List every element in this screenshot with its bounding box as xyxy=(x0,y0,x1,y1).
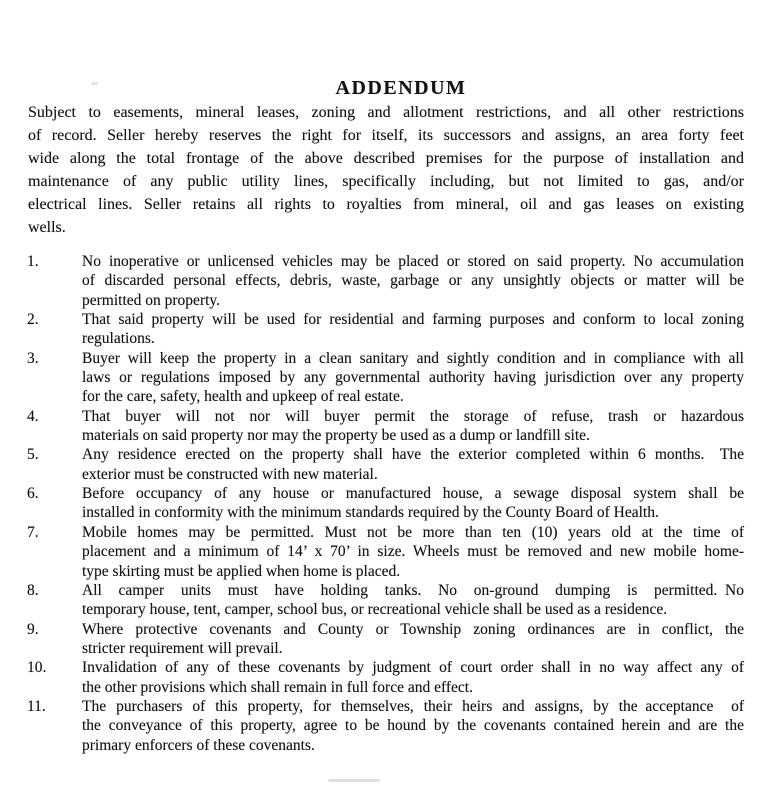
item-number: 10. xyxy=(27,659,47,677)
item-text-line: stricter requirement will prevail. xyxy=(82,639,283,657)
item-text-line: Where protective covenants and County or Township zoning ordinances are in conflict, the xyxy=(82,620,744,638)
item-text-line: materials on said property nor may the property be used as a dump or landfill site. xyxy=(82,427,590,445)
intro-line: electrical lines. Seller retains all rights to royalties from mineral, oil and gas leases on existing xyxy=(28,196,744,213)
item-text-line: permitted on property. xyxy=(82,291,221,309)
item-text-line: The purchasers of this property, for themselves, their heirs and assigns, by the acceptance of xyxy=(82,697,744,715)
covenant-item xyxy=(26,310,744,349)
item-text-line: Before occupancy of any house or manufactured house, a sewage disposal system shall be xyxy=(82,485,744,503)
item-text-line: placement and a minimum of 14’ x 70’ in size. Wheels must be removed and new mobile home- xyxy=(82,543,744,561)
item-text-line: the conveyance of this property, agree to be hound by the covenants contained herein and are the xyxy=(82,717,744,735)
item-number: 1. xyxy=(27,253,39,270)
item-text-line: Any residence erected on the property shall have the exterior completed within 6 months. The xyxy=(82,446,744,464)
intro-line: Subject to easements, mineral leases, zoning and allotment restrictions, and all other restrictions xyxy=(28,104,744,121)
item-number: 4. xyxy=(27,407,39,425)
item-text-line: regulations. xyxy=(82,330,155,348)
intro-line: wells. xyxy=(28,219,66,236)
item-text-line: All camper units must have holding tanks. No on-ground dumping is permitted. No xyxy=(82,581,744,599)
covenant-item xyxy=(26,252,744,310)
item-text-line: for the care, safety, health and upkeep of real estate. xyxy=(82,388,404,406)
item-number: 9. xyxy=(27,620,39,638)
item-number: 8. xyxy=(27,581,39,599)
item-text-line: the other provisions which shall remain in full force and effect. xyxy=(82,678,473,696)
covenant-item xyxy=(26,658,744,697)
item-text-line: Buyer will keep the property in a clean sanitary and sightly condition and in compliance with all xyxy=(82,349,744,367)
covenant-item xyxy=(26,349,744,407)
item-number: 7. xyxy=(27,523,39,541)
item-text-line: type skirting must be applied when home is placed. xyxy=(82,562,401,580)
covenant-item xyxy=(26,523,744,581)
covenant-item xyxy=(26,620,744,659)
item-text-line: laws or regulations imposed by any governmental authority having jurisdiction over any property xyxy=(82,369,744,387)
item-text-line: That buyer will not nor will buyer permit the storage of refuse, trash or hazardous xyxy=(82,407,744,425)
document-title: ADDENDUM xyxy=(335,77,467,99)
covenant-item xyxy=(26,407,744,446)
item-text-line: primary enforcers of these covenants. xyxy=(82,736,315,754)
intro-line: of record. Seller hereby reserves the right for itself, its successors and assigns, an area forty feet xyxy=(28,127,744,144)
item-text-line: Mobile homes may be permitted. Must not be more than ten (10) years old at the time of xyxy=(82,523,744,541)
covenant-item xyxy=(26,445,744,484)
item-number: 6. xyxy=(27,485,39,503)
item-text-line: No inoperative or unlicensed vehicles may be placed or stored on said property. No accumulation xyxy=(82,253,744,270)
covenant-item xyxy=(26,697,744,755)
item-text-line: temporary house, tent, camper, school bus, or recreational vehicle shall be used as a residence. xyxy=(82,601,668,619)
intro-paragraph xyxy=(28,101,744,239)
item-number: 5. xyxy=(27,446,39,464)
scan-smudge-artifact xyxy=(328,779,380,782)
item-text-line: installed in conformity with the minimum standards required by the County Board of Health. xyxy=(82,504,659,522)
item-number: 2. xyxy=(27,311,39,329)
covenant-item xyxy=(26,484,744,523)
intro-line: wide along the total frontage of the above described premises for the purpose of installation and xyxy=(28,150,744,167)
item-text-line: Invalidation of any of these covenants by judgment of court order shall in no way affect any of xyxy=(82,659,744,677)
covenants-list xyxy=(26,252,744,755)
covenant-item xyxy=(26,581,744,620)
item-text-line: of discarded personal effects, debris, waste, garbage or any unsightly objects or matter will be xyxy=(82,272,744,290)
item-number: 11. xyxy=(27,697,46,715)
item-text-line: That said property will be used for residential and farming purposes and conform to local zoning xyxy=(82,311,744,329)
item-text-line: exterior must be constructed with new material. xyxy=(82,465,378,483)
item-number: 3. xyxy=(27,349,39,367)
intro-line: maintenance of any public utility lines, specifically including, but not limited to gas, and/or xyxy=(28,173,744,190)
